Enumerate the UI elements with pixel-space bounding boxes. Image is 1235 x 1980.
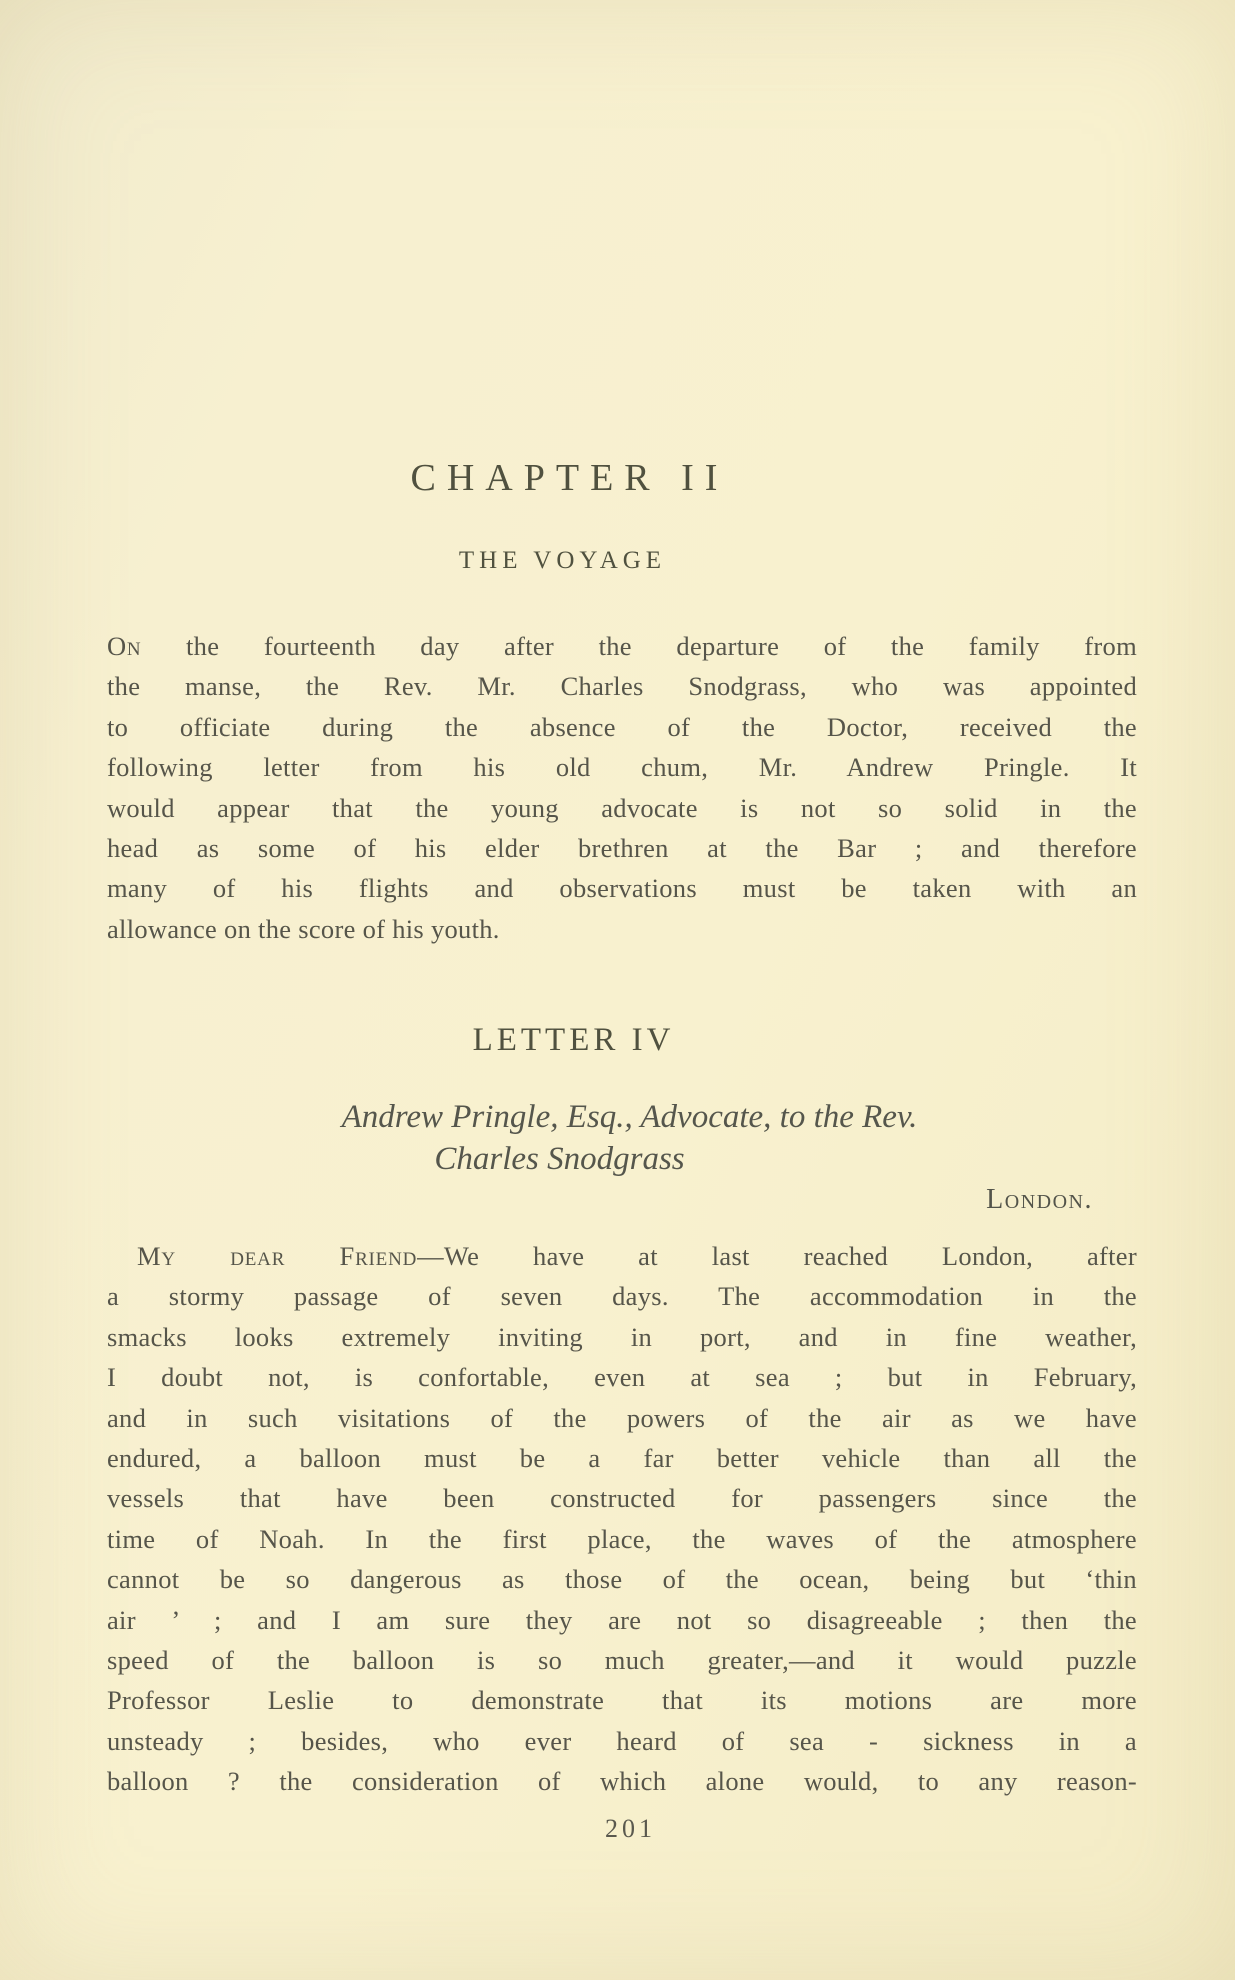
letter-place: London. bbox=[986, 1184, 1093, 1215]
text-line: and in such visitations of the powers of the air as we have bbox=[107, 1402, 1137, 1433]
text-line: Professor Leslie to demonstrate that its motions are more bbox=[107, 1685, 1137, 1716]
text-line-rest: —We have at last reached London, after bbox=[417, 1241, 1137, 1271]
letter-salutation bbox=[0, 1096, 1235, 1180]
lead-small-caps: On bbox=[107, 631, 142, 661]
text-line: allowance on the score of his youth. bbox=[107, 913, 500, 944]
letter-middle-lines bbox=[107, 1276, 1137, 1801]
salutation-line: Andrew Pringle, Esq., Advocate, to the Rev. bbox=[341, 1099, 918, 1135]
chapter-heading: CHAPTER II bbox=[410, 457, 729, 499]
text-line: cannot be so dangerous as those of the ocean, being but ‘thin bbox=[107, 1564, 1137, 1595]
text-line: the manse, the Rev. Mr. Charles Snodgrass, who was appointed bbox=[107, 671, 1137, 702]
text-line: many of his flights and observations must be taken with an bbox=[107, 873, 1137, 904]
intro-paragraph bbox=[107, 626, 1137, 949]
text-line bbox=[107, 1236, 1137, 1276]
letter-heading: LETTER IV bbox=[472, 1022, 675, 1058]
text-line-rest: the fourteenth day after the departure of the family from bbox=[141, 631, 1137, 661]
text-line bbox=[107, 626, 1137, 666]
text-line: balloon ? the consideration of which alone would, to any reason- bbox=[107, 1766, 1137, 1797]
text-line: a stormy passage of seven days. The accommodation in the bbox=[107, 1281, 1137, 1312]
chapter-subtitle: THE VOYAGE bbox=[458, 547, 667, 574]
page-number: 201 bbox=[605, 1814, 656, 1843]
text-line: to officiate during the absence of the Doctor, received the bbox=[107, 711, 1137, 742]
text-line: unsteady ; besides, who ever heard of sea - sickness in a bbox=[107, 1725, 1137, 1756]
text-line: speed of the balloon is so much greater,—and it would puzzle bbox=[107, 1645, 1137, 1676]
text-line: I doubt not, is confortable, even at sea ; but in February, bbox=[107, 1362, 1137, 1393]
text-line: time of Noah. In the first place, the waves of the atmosphere bbox=[107, 1523, 1137, 1554]
salutation-line: Charles Snodgrass bbox=[434, 1141, 685, 1177]
lead-small-caps: My dear Friend bbox=[137, 1241, 418, 1271]
text-line: endured, a balloon must be a far better vehicle than all the bbox=[107, 1443, 1137, 1474]
text-line: smacks looks extremely inviting in port, and in fine weather, bbox=[107, 1321, 1137, 1352]
text-line: following letter from his old chum, Mr. Andrew Pringle. It bbox=[107, 752, 1137, 783]
letter-body bbox=[107, 1236, 1137, 1802]
intro-middle-lines bbox=[107, 666, 1137, 908]
text-line: vessels that have been constructed for passengers since the bbox=[107, 1483, 1137, 1514]
text-line: head as some of his elder brethren at the Bar ; and therefore bbox=[107, 833, 1137, 864]
text-line: would appear that the young advocate is not so solid in the bbox=[107, 792, 1137, 823]
text-line: air ’ ; and I am sure they are not so disagreeable ; then the bbox=[107, 1604, 1137, 1635]
